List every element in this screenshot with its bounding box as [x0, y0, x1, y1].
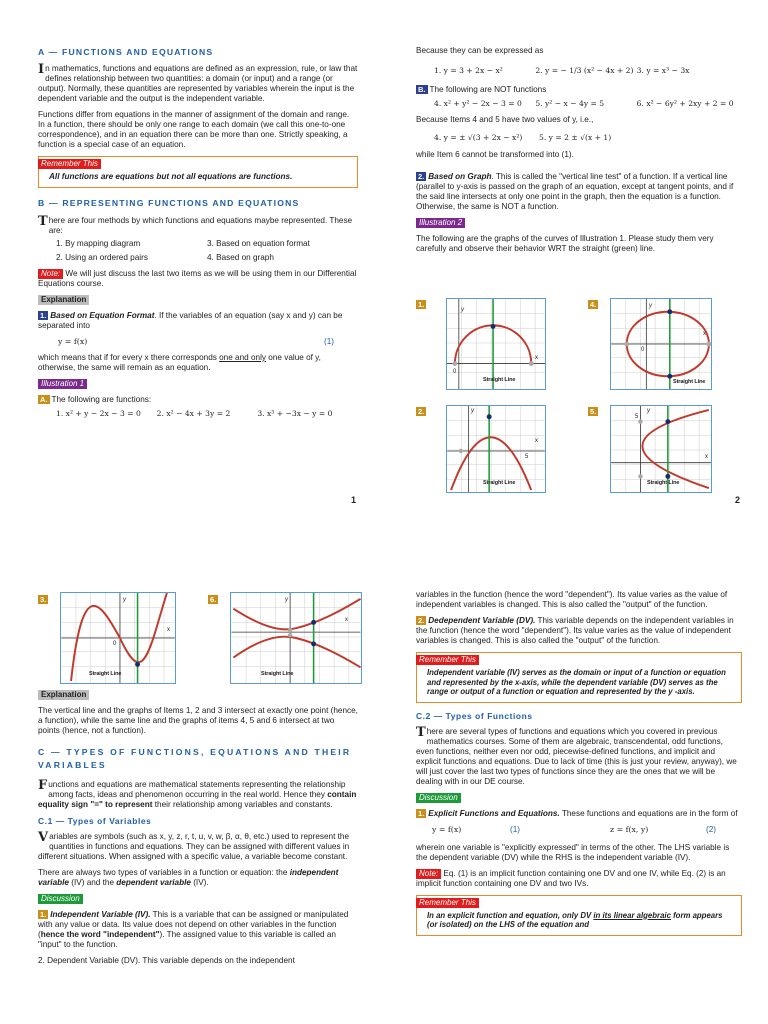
remember-text: In an explicit function and equation, only DV in its linear algebraic form appears (or isolated) on the LHS of the equation and	[427, 910, 723, 930]
paragraph: There are four methods by which functions and equations maybe represented. These are:	[38, 213, 353, 235]
paragraph: In mathematics, functions and equations are defined as an expression, rule, or law that defines relationship between two quantities: a domain (or input) and a range (or output). Normally, these quantities are represented by variables wherein the input is the dependent variable and the output is the independent variable.	[38, 62, 358, 104]
paragraph: Variables are symbols (such as x, y, z, r, t, u, v, w, β, α, θ, etc.) used to represent the quantities in functions and equations. They can be assigned with different values in different situations. When assigned with a specific value, a variable become constant.	[38, 829, 350, 861]
section-b-title: B — REPRESENTING FUNCTIONS AND EQUATIONS	[38, 198, 300, 209]
note: Note: Eq. (1) is an implicit function containing one DV and one IV, while Eq. (2) is an implicit function containing one DV and two IVs.	[416, 868, 726, 888]
page-1	[0, 0, 384, 512]
note-label: Note:	[38, 269, 63, 279]
x-axis-label: x	[535, 438, 538, 444]
origin-label: 0	[453, 369, 457, 375]
explanation-label: Explanation	[38, 690, 89, 700]
note: Note: We will just discuss the last two items as we will be using them in our Differential Equations course.	[38, 268, 357, 288]
drop-cap: I	[38, 62, 45, 78]
illustration-label: Illustration 2	[416, 218, 465, 228]
graph-4-plot	[611, 299, 711, 389]
paragraph: 2. Dedependent Variable (DV). This variable depends on the independent variables in the function (hence the word "dependent"). Its value varies as the value of independent variables is changed. This is also called the "output" of the function.	[416, 616, 734, 645]
graph-number: 5.	[590, 407, 597, 416]
five-label: 5	[635, 414, 639, 420]
graph-6	[230, 592, 362, 684]
paragraph: Functions and equations are mathematical statements representing the relationship among facts, ideas and phenomenon occurring in the real world. Hence they contain equality sign "=" to represent their relationship among variables and constants.	[38, 777, 357, 809]
list-item: 2. Using an ordered pairs	[56, 252, 148, 262]
paragraph: B. The following are NOT functions	[418, 85, 547, 95]
two-values-row: 4. y = ± √(3 + 2x − x²) 5. y = 2 ± √(x + 1)	[434, 132, 612, 142]
paragraph: Functions differ from equations in the manner of assignment of the domain and range. In a function, there should be only one range to each domain (we call this one-to-one correspondence), and in an equation there can be more than one. Strictly speaking, a function is a special case of an equation.	[38, 110, 350, 150]
paragraph: which means that if for every x there corresponds one and only one value of y, otherwise, the same will remain as an equation.	[38, 352, 321, 372]
straight-line-label: Straight Line	[483, 480, 516, 486]
list-item: 3. Based on equation format	[207, 238, 310, 248]
y-axis-label: y	[649, 303, 652, 309]
remember-box-2	[416, 895, 742, 936]
graph-number: 4.	[590, 300, 597, 309]
drop-cap: T	[416, 724, 426, 740]
graph-number: 6.	[210, 595, 217, 604]
five-label: 5	[525, 454, 529, 460]
drop-cap: V	[38, 829, 49, 845]
page-3	[0, 512, 384, 1024]
paragraph: Because Items 4 and 5 have two values of y, i.e.,	[416, 114, 594, 124]
graph-2	[446, 405, 546, 493]
x-axis-label: x	[345, 617, 348, 623]
paragraph: The vertical line and the graphs of Items 1, 2 and 3 intersect at exactly one point (hence, a function), while the same line and the graphs of items 4, 5 and 6 intersect at two points (hence, not a function).	[38, 706, 358, 735]
discussion-label: Discussion	[416, 793, 461, 803]
graph-number: 3.	[40, 595, 47, 604]
paragraph: 1. Explicit Functions and Equations. These functions and equations are in the form of	[418, 808, 738, 818]
paragraph: while Item 6 cannot be transformed into (1).	[416, 149, 574, 159]
graph-3-plot	[61, 593, 175, 683]
x-axis-label: x	[703, 331, 706, 337]
paragraph: 1. Based on Equation Format. If the variables of an equation (say x and y) can be separated into	[38, 310, 343, 330]
graph-1	[446, 298, 546, 390]
graph-5	[610, 405, 712, 493]
paragraph: 2. Based on Graph. This is called the "vertical line test" of a function. If a vertical line (parallel to y-axis is passed on the graph of an equation, except at tangent points, and if the said line intersects at only one point in the graph, then the equation is a function. Otherwise, the same is NOT a function.	[416, 171, 734, 211]
c2-title: C.2 — Types of Functions	[416, 710, 533, 721]
straight-line-label: Straight Line	[647, 480, 680, 486]
paragraph: A. The following are functions:	[40, 394, 152, 404]
discussion-label: Discussion	[38, 894, 83, 904]
list-item: 1. By mapping diagram	[56, 238, 141, 248]
not-functions-row: 4. x² + y² − 2x − 3 = 0 5. y² − x − 4y = 5 6. x² − 6y² + 2xy + 2 = 0	[434, 99, 734, 109]
origin-label: 0	[641, 347, 645, 353]
remember-text: Independent variable (IV) serves as the domain or input of a function or equation and represented by the x-axis, while the dependent variable (DV) serves as the range or output of a function or equation and represented by the y -axis.	[427, 668, 726, 696]
page-number: 2	[734, 495, 740, 506]
remember-label: Remember This	[416, 655, 479, 665]
equations-row: y = f(x) (1) z = f(x, y) (2)	[432, 824, 717, 834]
methods-list	[56, 239, 358, 263]
graph-number: 2.	[418, 407, 425, 416]
straight-line-label: Straight Line	[261, 671, 294, 677]
functions-row: 1. x² + y − 2x − 3 = 0 2. x² − 4x + 3y = 2 3. x³ + −3x − y = 0	[56, 408, 333, 418]
remember-text: All functions are equations but not all equations are functions.	[49, 172, 293, 182]
x-axis-label: x	[705, 454, 708, 460]
y-axis-label: y	[647, 408, 650, 414]
remember-box	[416, 652, 742, 703]
y-axis-label: y	[461, 307, 464, 313]
paragraph: There are several types of functions and equations which you covered in previous mathematics courses. Some of them are algebraic, transcendental, odd functions, even functions, neither even nor odd, piecewise-defined functions, and implicit and explicit functions and equations. Due to lack of time (this is just your review, anyway), we will just cover the last two types of functions since they are the ones that we will be dealing with in our DE course.	[416, 724, 737, 786]
remember-label: Remember This	[38, 159, 101, 169]
drop-cap: T	[38, 213, 48, 229]
page-2	[384, 0, 768, 512]
paragraph: The following are the graphs of the curves of Illustration 1. Please study them very carefully and observe their behavior WRT the straight (green) line.	[416, 233, 714, 253]
y-axis-label: y	[471, 408, 474, 414]
remember-label: Remember This	[416, 898, 479, 908]
paragraph: 2. Dependent Variable (DV). This variable depends on the independent	[38, 955, 295, 965]
graph-3	[60, 592, 176, 684]
paragraph: Because they can be expressed as	[416, 46, 544, 55]
straight-line-label: Straight Line	[673, 379, 706, 385]
note-label: Note:	[416, 869, 441, 879]
straight-line-label: Straight Line	[483, 377, 516, 383]
paragraph: 1. Independent Variable (IV). This is a variable that can be assigned or manipulated with any value or data. Its value does not depend on other variables in the function (hence the word "independent"). The assigned value to this variable is called an "input" to the function.	[38, 909, 349, 949]
section-a-title: A — FUNCTIONS AND EQUATIONS	[38, 47, 214, 57]
paragraph: wherein one variable is "explicitly expressed" in terms of the other. The LHS variable is the dependent variable (DV) while the RHS is the independent variable (IV).	[416, 842, 730, 862]
explanation-label: Explanation	[38, 295, 89, 305]
expressions-row: 1. y = 3 + 2x − x² 2. y = − 1/3 (x² − 4x + 2) 3. y = x³ − 3x	[434, 66, 690, 75]
graph-4	[610, 298, 712, 390]
remember-box	[38, 156, 358, 188]
graph-6-plot	[231, 593, 361, 683]
y-axis-label: y	[123, 597, 126, 603]
origin-label: 0	[113, 641, 117, 647]
equation-row: y = f(x) (1)	[58, 336, 334, 346]
page-4	[384, 512, 768, 1024]
straight-line-label: Straight Line	[89, 671, 122, 677]
list-item: 4. Based on graph	[207, 252, 274, 262]
x-axis-label: x	[535, 355, 538, 361]
x-axis-label: x	[167, 627, 170, 633]
illustration-label: Illustration 1	[38, 379, 87, 389]
section-c-title: C — TYPES OF FUNCTIONS, EQUATIONS AND THEIR VARIABLES	[38, 747, 352, 771]
drop-cap: F	[38, 777, 48, 793]
page-number: 1	[350, 495, 356, 506]
paragraph: variables in the function (hence the word "dependent"). Its value varies as the value of independent variables is changed. This is also called the "output" of the function.	[416, 590, 728, 609]
paragraph: There are always two types of variables in a function or equation: the independent variable (IV) and the dependent variable (IV).	[38, 867, 339, 887]
y-axis-label: y	[285, 597, 288, 603]
c1-title: C.1 — Types of Variables	[38, 815, 152, 826]
graph-number: 1.	[418, 300, 425, 309]
